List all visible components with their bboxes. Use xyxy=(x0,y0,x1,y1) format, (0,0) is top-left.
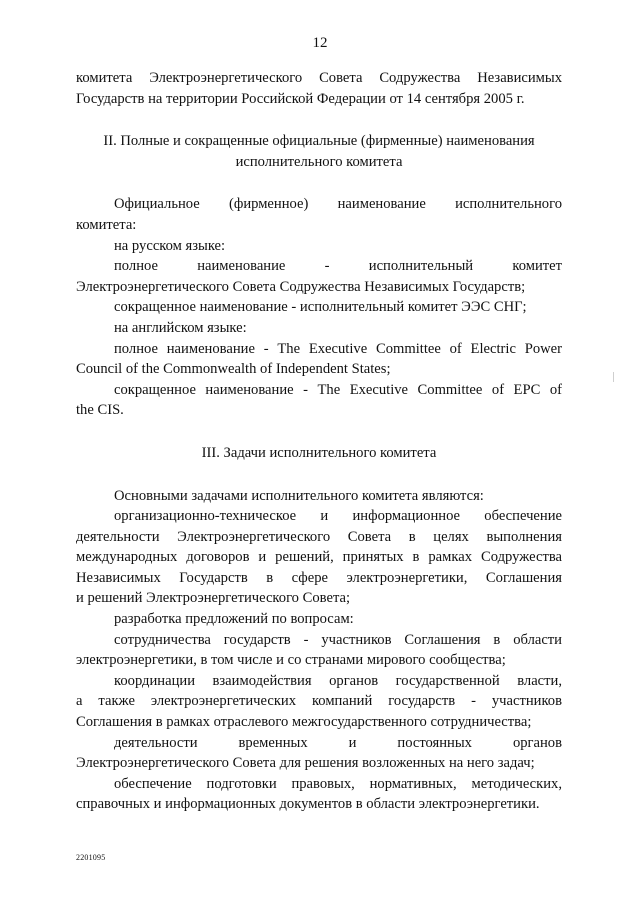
paragraph-line: комитета: xyxy=(76,216,137,233)
paragraph-line: справочных и информационных документов в области электроэнергетики. xyxy=(76,796,540,813)
paragraph-line: Соглашения в рамках отраслевого межгосударственного сотрудничества; xyxy=(76,714,532,731)
paragraph-line: а также электроэнергетических компаний государств - участников xyxy=(76,693,562,710)
section-2-heading: II. Полные и сокращенные официальные (фирменные) наименования xyxy=(103,133,535,150)
paragraph-line: международных договоров и решений, принятых в рамках Содружества xyxy=(76,549,562,566)
intro-line: комитета Электроэнергетического Совета Содружества Независимых xyxy=(76,70,562,86)
intro-line: Государств на территории Российской Федерации от 14 сентября 2005 г. xyxy=(76,90,525,107)
paragraph-line: Независимых Государств в сфере электроэнергетики, Соглашения xyxy=(76,569,562,586)
paragraph-line: полное наименование - исполнительный комитет xyxy=(114,258,562,275)
paragraph-line: на английском языке: xyxy=(114,319,247,336)
footer-code: 2201095 xyxy=(76,853,106,862)
paragraph-line: на русском языке: xyxy=(114,237,226,254)
paragraph-line: деятельности временных и постоянных органов xyxy=(114,734,562,751)
section-2-heading: исполнительного комитета xyxy=(235,153,403,170)
paragraph-line: Основными задачами исполнительного комитета являются: xyxy=(114,487,484,504)
paragraph-line: Council of the Commonwealth of Independent States; xyxy=(76,361,391,378)
document-body xyxy=(76,68,562,815)
paragraph-line: сотрудничества государств - участников Соглашения в области xyxy=(114,631,562,648)
paragraph-line: the CIS. xyxy=(76,402,124,419)
paragraph-line: сокращенное наименование - The Executive Committee of EPC of xyxy=(114,381,562,398)
margin-mark xyxy=(613,372,614,382)
paragraph-line: координации взаимодействия органов государственной власти, xyxy=(114,672,562,689)
paragraph-line: деятельности Электроэнергетического Совета в целях выполнения xyxy=(76,528,562,545)
paragraph-line: Электроэнергетического Совета для решения возложенных на него задач; xyxy=(76,755,535,772)
paragraph-line: полное наименование - The Executive Committee of Electric Power xyxy=(114,340,562,357)
paragraph-line: и решений Электроэнергетического Совета; xyxy=(76,590,351,607)
paragraph-line: разработка предложений по вопросам: xyxy=(114,611,354,628)
paragraph-line: сокращенное наименование - исполнительный комитет ЭЭС СНГ; xyxy=(114,299,527,316)
paragraph-line: организационно-техническое и информационное обеспечение xyxy=(114,508,562,525)
section-3-heading: III. Задачи исполнительного комитета xyxy=(201,444,437,461)
page-number: 12 xyxy=(312,35,328,51)
paragraph-line: Официальное (фирменное) наименование исполнительного xyxy=(114,196,562,213)
paragraph-line: электроэнергетики, в том числе и со странами мирового сообщества; xyxy=(76,652,506,669)
paragraph-line: обеспечение подготовки правовых, нормативных, методических, xyxy=(114,775,562,792)
paragraph-line: Электроэнергетического Совета Содружества Независимых Государств; xyxy=(76,278,526,295)
